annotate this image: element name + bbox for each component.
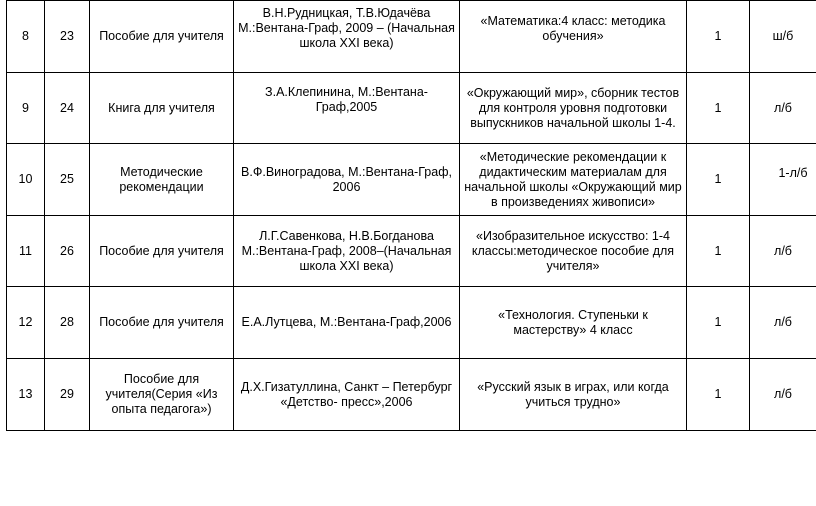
row-number-cell: 8 <box>7 1 45 73</box>
quantity-cell: 1 <box>687 73 750 144</box>
item-id-cell: 25 <box>45 144 90 216</box>
book-title-cell: «Окружающий мир», сборник тестов для контроля уровня подготовки выпускников начальной школы 1-4. <box>460 73 687 144</box>
source-cell: л/б <box>750 287 816 359</box>
author-publisher-cell <box>234 73 460 144</box>
book-type-cell: Пособие для учителя <box>90 216 234 287</box>
author-publisher-text: З.А.Клепинина, М.:Вентана-Граф,2005 <box>265 85 428 114</box>
row-number-cell: 13 <box>7 359 45 431</box>
author-publisher-cell: Е.А.Лутцева, М.:Вентана-Граф,2006 <box>234 287 460 359</box>
book-title-text: «Математика:4 класс: методика обучения» <box>480 13 666 43</box>
source-cell: л/б <box>750 73 816 144</box>
book-type-cell: Методические рекомендации <box>90 144 234 216</box>
quantity-cell: 1 <box>687 1 750 73</box>
quantity-cell: 1 <box>687 144 750 216</box>
table-row <box>7 73 816 144</box>
book-list-table <box>6 0 816 431</box>
table-row <box>7 359 816 431</box>
item-id-cell: 23 <box>45 1 90 73</box>
quantity-cell: 1 <box>687 216 750 287</box>
quantity-cell: 1 <box>687 359 750 431</box>
row-number-cell: 10 <box>7 144 45 216</box>
book-type-cell: Пособие для учителя(Серия «Из опыта педагога») <box>90 359 234 431</box>
row-number-cell: 11 <box>7 216 45 287</box>
book-title-cell: «Методические рекомендации к дидактическим материалам для начальной школы «Окружающий мир в произведениях живописи» <box>460 144 687 216</box>
row-number-cell: 9 <box>7 73 45 144</box>
author-publisher-cell <box>234 1 460 73</box>
table-row <box>7 287 816 359</box>
author-publisher-cell: В.Ф.Виноградова, М.:Вентана-Граф, 2006 <box>234 144 460 216</box>
item-id-cell: 28 <box>45 287 90 359</box>
source-cell: ш/б <box>750 1 816 73</box>
book-title-cell <box>460 1 687 73</box>
source-cell: л/б <box>750 216 816 287</box>
table-row <box>7 144 816 216</box>
source-cell: л/б <box>750 359 816 431</box>
author-publisher-cell: Д.Х.Гизатуллина, Санкт – Петербург «Детство- пресс»,2006 <box>234 359 460 431</box>
book-type-cell: Пособие для учителя <box>90 287 234 359</box>
table-row <box>7 1 816 73</box>
book-type-cell: Пособие для учителя <box>90 1 234 73</box>
book-title-cell: «Технология. Ступеньки к мастерству» 4 класс <box>460 287 687 359</box>
author-publisher-cell: Л.Г.Савенкова, Н.В.Богданова М.:Вентана-Граф, 2008–(Начальная школа XXI века) <box>234 216 460 287</box>
table-row <box>7 216 816 287</box>
author-publisher-text: В.Н.Рудницкая, Т.В.Юдачёва М.:Вентана-Граф, 2009 – (Начальная школа XXI века) <box>238 6 455 50</box>
source-text: 1-л/б <box>778 166 808 180</box>
item-id-cell: 29 <box>45 359 90 431</box>
book-title-cell: «Изобразительное искусство: 1-4 классы:методическое пособие для учителя» <box>460 216 687 287</box>
book-title-cell: «Русский язык в играх, или когда учиться трудно» <box>460 359 687 431</box>
item-id-cell: 24 <box>45 73 90 144</box>
item-id-cell: 26 <box>45 216 90 287</box>
quantity-cell: 1 <box>687 287 750 359</box>
row-number-cell: 12 <box>7 287 45 359</box>
book-type-cell: Книга для учителя <box>90 73 234 144</box>
source-cell <box>750 144 816 216</box>
